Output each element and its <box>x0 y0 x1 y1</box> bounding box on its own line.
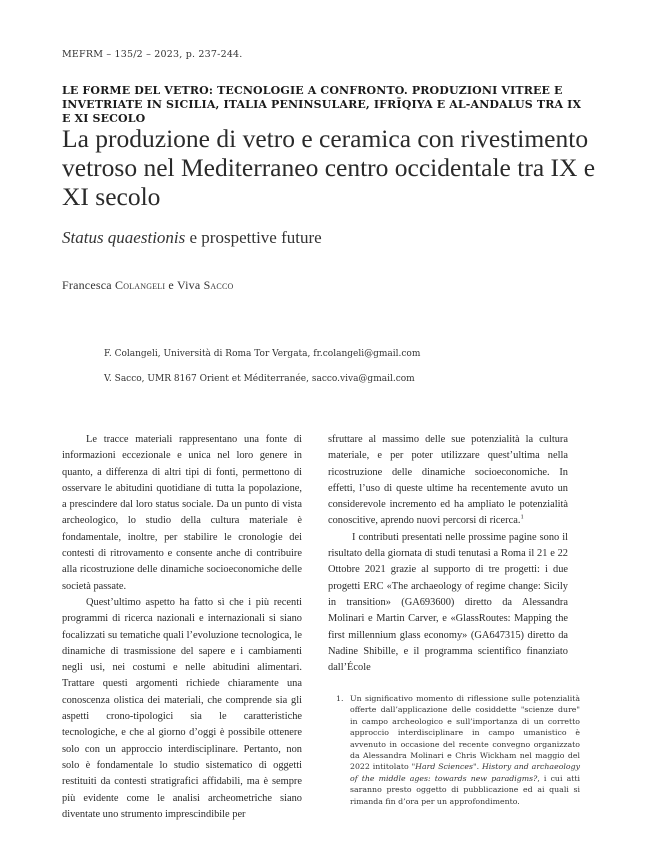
authors-line <box>62 278 233 293</box>
subtitle-italic: Status quaestionis <box>62 228 186 247</box>
footnote <box>338 693 580 807</box>
affiliation-2: V. Sacco, UMR 8167 Orient et Méditerranée, sacco.viva@gmail.com <box>104 374 415 384</box>
author-1-family: Colangeli <box>114 278 166 292</box>
body-column-left <box>62 432 302 823</box>
footnote-title-italic: "Hard Sciences". History and archaeology of the middle ages: towards new paradigms? <box>350 762 580 783</box>
author-1-given: Francesca <box>62 278 115 292</box>
section-kicker: LE FORME DEL VETRO: TECNOLOGIE A CONFRONTO. PRODUZIONI VITREE E INVETRIATE IN SICILIA, ITALIA PENINSULARE, IFRĪQIYA E AL-ANDALUS TRA IX E XI SECOLO <box>62 84 582 125</box>
footnote-text-a: Un significativo momento di riflessione sulle potenzialità offerte dall’applicazione delle cosiddette "scienze dure" in campo archeologico e sull’importanza di un corretto approccio interdisciplinare in campo umanistico è avvenuto in occasione del recente convegno organizzato da Alessandra Molinari e Chris Wickham nel maggio del 2022 intitolato <box>350 694 580 772</box>
footnote-number: 1. <box>336 694 344 703</box>
article-subtitle <box>62 228 322 248</box>
body-paragraph-text: sfruttare al massimo delle sue potenzialità la cultura materiale, e per poter utilizzare quest’ultima nella ricostruzione delle dinamiche socioeconomiche. In effetti, l’uso di queste ultime ha recentemente avuto un considerevole incremento ed ha ampliato le potenzialità conoscitive, aprendo nuovi percorsi di ricerca. <box>328 434 568 527</box>
subtitle-rest: e prospettive future <box>185 228 322 247</box>
body-column-right <box>328 432 568 676</box>
author-2-given: Viva <box>176 278 204 292</box>
authors-conjunction: e <box>165 278 177 292</box>
body-paragraph <box>328 432 568 530</box>
body-paragraph: I contributi presentati nelle prossime pagine sono il risultato della giornata di studi tenutasi a Roma il 21 e 22 Ottobre 2021 grazie al supporto di tre progetti: i due progetti ERC «The archaeology of regime change: Sicily in transition» (GA693600) diretto da Alessandra Molinari e Martin Carver, e «GlassRoutes: Mapping the first millennium glass economy» (GA647315) diretto da Nadine Shibille, e il programma scientifico finanziato dall’École <box>328 531 568 674</box>
footnote-text-b: , i cui atti saranno presto oggetto di pubblicazione ed ai quali si rimanda fin d’ora per un approfondimento. <box>350 773 580 806</box>
footnote-ref: 1 <box>520 514 524 522</box>
body-paragraph: Quest’ultimo aspetto ha fatto sì che i più recenti programmi di ricerca nazionali e internazionali si siano focalizzati su tematiche quali l’evoluzione tecnologica, le dinamiche di trasmissione del sapere e i cambiamenti negli usi, nei costumi e nelle abitudini alimentari. Trattare questi argomenti richiede chiaramente una conoscenza olistica dei materiali, che comprende sia gli aspetti crono-tipologici sia le caratteristiche tecnologiche, e che al giorno d’oggi è possibile ottenere solo con un approccio interdisciplinare. Pertanto, non solo è fondamentale lo studio sistematico di oggetti restituiti da contesti stratigrafici affidabili, ma è sempre più evidente come le analisi archeometriche siano diventate uno strumento imprescindibile per <box>62 596 302 820</box>
author-2-family: Sacco <box>203 278 234 292</box>
affiliation-1: F. Colangeli, Università di Roma Tor Vergata, fr.colangeli@gmail.com <box>104 349 421 359</box>
journal-reference: MEFRM – 135/2 – 2023, p. 237-244. <box>62 49 243 60</box>
footnote-text <box>338 693 580 807</box>
body-paragraph: Le tracce materiali rappresentano una fonte di informazioni eccezionale e unica nel loro genere in quanto, a differenza di altri tipi di fonti, permettono di osservare le abitudini quotidiane di tutta la popolazione, a prescindere dal loro status sociale. Da un punto di vista archeologico, lo studio della cultura materiale è fondamentale, inoltre, per stabilire le cronologie dei contesti di ritrovamento e consente anche di contribuire alla ricostruzione delle dinamiche socioeconomiche delle società passate. <box>62 434 302 592</box>
article-title: La produzione di vetro e ceramica con rivestimento vetroso nel Mediterraneo centro occidentale tra IX e XI secolo <box>62 124 596 211</box>
